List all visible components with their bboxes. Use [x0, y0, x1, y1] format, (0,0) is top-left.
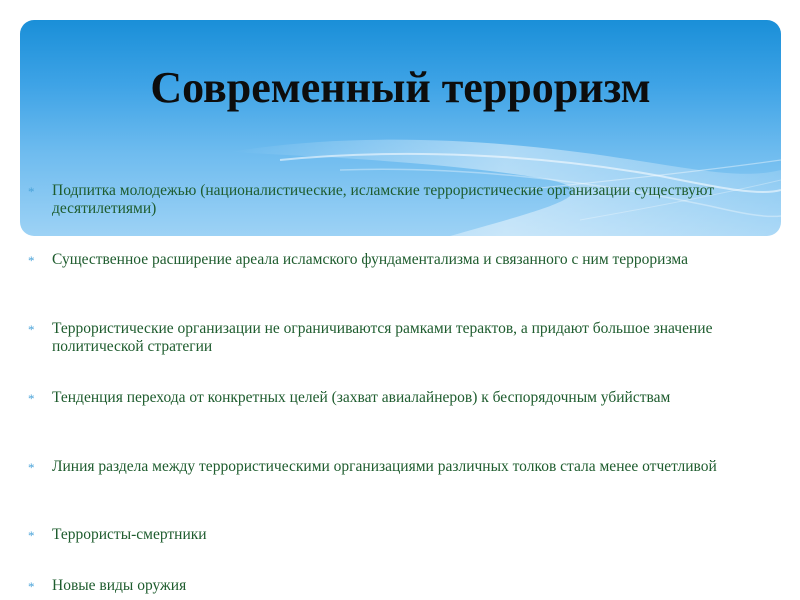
bullet-text: Подпитка молодежью (националистические, исламские террористические организации существуют десятилетиями): [52, 182, 715, 217]
bullet-marker-icon: *: [28, 391, 35, 406]
bullet-marker-icon: *: [28, 184, 35, 199]
bullet-text: Линия раздела между террористическими организациями различных толков стала менее отчетливой: [52, 458, 717, 475]
bullet-marker-icon: *: [28, 253, 35, 268]
bullet-text: Террористы-смертники: [52, 526, 207, 543]
bullet-text: Тенденция перехода от конкретных целей (захват авиалайнеров) к беспорядочным убийствам: [52, 389, 671, 406]
list-item: [28, 251, 776, 270]
slide-title: Современный терроризм: [150, 63, 651, 112]
list-item: [28, 458, 776, 477]
bullet-text: Новые виды оружия: [52, 577, 187, 594]
list-item: [28, 320, 776, 356]
bullet-text: Террористические организации не ограничиваются рамками терактов, а придают большое значение политической стратегии: [52, 320, 713, 355]
bullet-marker-icon: *: [28, 528, 35, 543]
bullet-marker-icon: *: [28, 460, 35, 475]
list-item: [28, 182, 776, 218]
bullet-marker-icon: *: [28, 579, 35, 594]
bullet-text: Существенное расширение ареала исламского фундаментализма и связанного с ним терроризма: [52, 251, 688, 268]
list-item: [28, 577, 776, 596]
bullet-marker-icon: *: [28, 322, 35, 337]
list-item: [28, 389, 776, 408]
list-item: [28, 526, 776, 545]
